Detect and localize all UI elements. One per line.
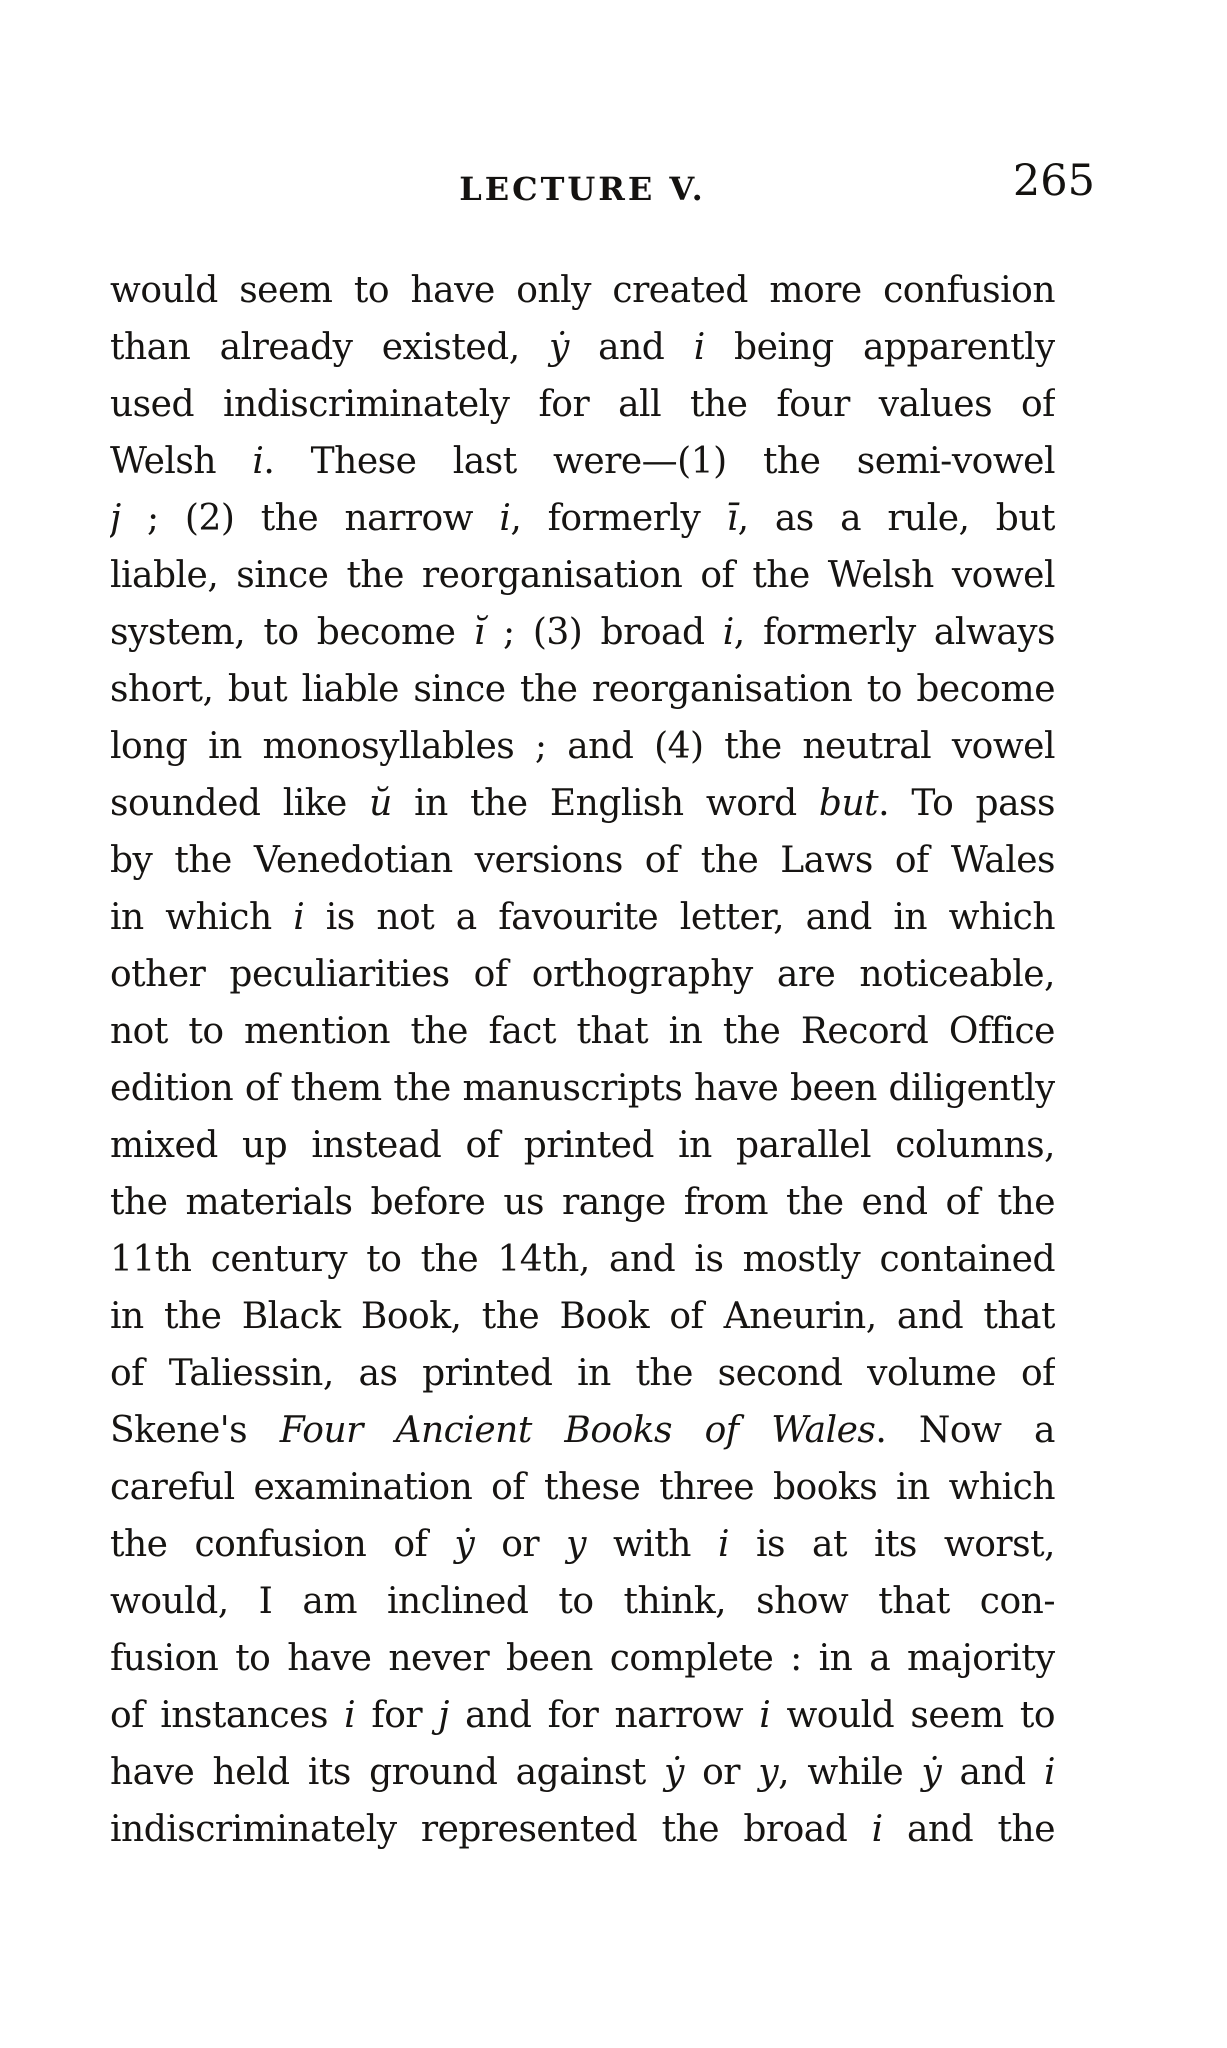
text-line: short, but liable since the reorganisation to become: [110, 669, 1055, 710]
text-line: 11th century to the 14th, and is mostly contained: [110, 1239, 1055, 1280]
body-text: [110, 262, 1055, 1858]
text-line: liable, since the reorganisation of the Welsh vowel: [110, 555, 1055, 596]
text-line: of Taliessin, as printed in the second volume of: [110, 1353, 1055, 1394]
text-line: of instances i for j and for narrow i would seem to: [110, 1695, 1055, 1736]
running-title: LECTURE V.: [459, 170, 706, 208]
text-line: the materials before us range from the end of the: [110, 1182, 1055, 1223]
page-number: 265: [1012, 156, 1095, 206]
text-line: mixed up instead of printed in parallel columns,: [110, 1125, 1055, 1166]
text-line: Welsh i. These last were—(1) the semi-vowel: [110, 441, 1055, 482]
page-header: [0, 0, 1227, 240]
text-line: the confusion of ẏ or y with i is at its worst,: [110, 1524, 1055, 1565]
text-line: fusion to have never been complete : in a majority: [110, 1638, 1055, 1679]
text-line: edition of them the manuscripts have been diligently: [110, 1068, 1055, 1109]
text-line: other peculiarities of orthography are noticeable,: [110, 954, 1055, 995]
text-line: by the Venedotian versions of the Laws of Wales: [110, 840, 1055, 881]
text-line: than already existed, ẏ and i being apparently: [110, 327, 1055, 368]
text-line: in which i is not a favourite letter, and in which: [110, 897, 1055, 938]
text-line: system, to become ĭ ; (3) broad i, formerly always: [110, 612, 1055, 653]
text-line: sounded like ŭ in the English word but. To pass: [110, 783, 1055, 824]
text-line: have held its ground against ẏ or y, while ẏ and i: [110, 1752, 1055, 1793]
text-line: would, I am inclined to think, show that con-: [110, 1581, 1055, 1622]
text-line: Skene's Four Ancient Books of Wales. Now a: [110, 1410, 1055, 1451]
text-line: would seem to have only created more confusion: [110, 270, 1055, 311]
text-line: indiscriminately represented the broad i and the: [110, 1809, 1055, 1850]
text-line: long in monosyllables ; and (4) the neutral vowel: [110, 726, 1055, 767]
text-line: used indiscriminately for all the four values of: [110, 384, 1055, 425]
text-line: in the Black Book, the Book of Aneurin, and that: [110, 1296, 1055, 1337]
text-line: not to mention the fact that in the Record Office: [110, 1011, 1055, 1052]
text-line: careful examination of these three books in which: [110, 1467, 1055, 1508]
text-line: j ; (2) the narrow i, formerly ī, as a rule, but: [110, 498, 1055, 539]
